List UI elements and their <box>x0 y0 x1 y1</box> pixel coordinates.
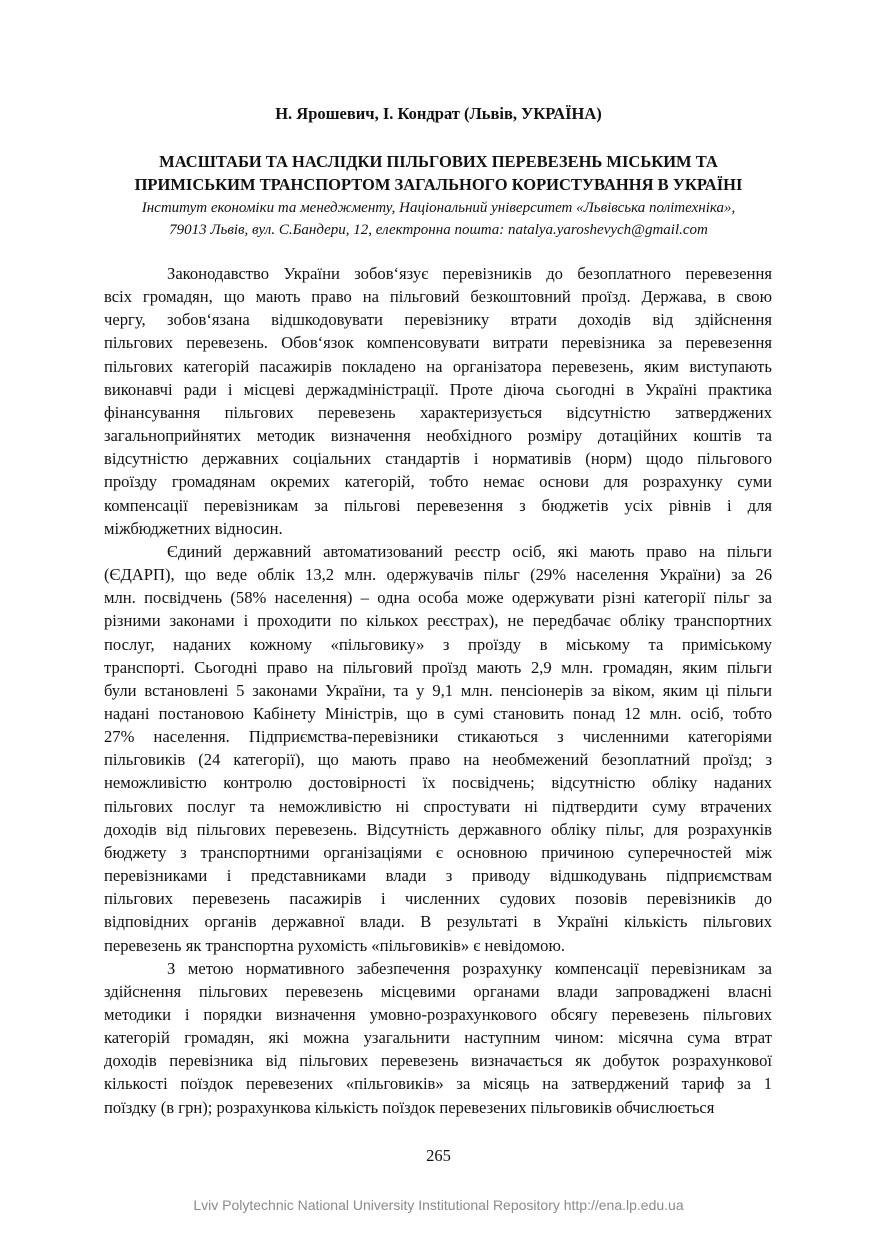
text-line: перевезень як транспортна рухомість «пільговиків» є невідомою. <box>104 935 566 955</box>
text-line: бюджету з транспортними організаціями є основною причиною суперечностей між <box>104 842 772 862</box>
text-line: транспорті. Сьогодні право на пільговий проїзд мають 2,9 млн. громадян, яким пільги <box>104 657 772 677</box>
paragraph <box>104 957 772 1119</box>
affiliation-line: 79013 Львів, вул. С.Бандери, 12, електронна пошта: natalya.yaroshevych@gmail.com <box>169 221 708 238</box>
text-line: доходів перевізника від пільгових перевезень визначається як добуток розрахункової <box>104 1051 772 1071</box>
text-line: відсутністю державних соціальних стандартів і нормативів (норм) щодо пільгового <box>104 449 772 469</box>
text-line: пільгових категорій пасажирів покладено на організатора перевезень, яким виступають <box>104 356 772 376</box>
body-text <box>104 262 772 1119</box>
title-line: ПРИМІСЬКИМ ТРАНСПОРТОМ ЗАГАЛЬНОГО КОРИСТУВАННЯ В УКРАЇНІ <box>134 175 743 194</box>
paper-title <box>0 150 877 196</box>
text-line: (ЄДАРП), що веде облік 13,2 млн. одержувачів пільг (29% населення України) за 26 <box>104 565 772 585</box>
text-line: млн. посвідчень (58% населення) – одна особа може одержувати різні категорії пільг за <box>104 588 772 608</box>
text-line: пільгових послуг та неможливістю ні спростувати ні підтвердити суму втрачених <box>104 796 772 816</box>
text-line: міжбюджетних відносин. <box>104 518 283 538</box>
text-line: 27% населення. Підприємства-перевізники стикаються з численними категоріями <box>104 727 772 747</box>
text-line: здійснення пільгових перевезень місцевими органами влади запроваджені власні <box>104 981 772 1001</box>
text-line: чергу, зобов‘язана відшкодовувати перевізнику втрати доходів від здійснення <box>104 310 772 330</box>
text-line: надані постановою Кабінету Міністрів, що в сумі становить понад 12 млн. осіб, тобто <box>104 703 772 723</box>
text-line: категорій громадян, які можна узагальнити наступним чином: місячна сума втрат <box>104 1028 772 1048</box>
paragraph <box>104 262 772 540</box>
affiliation <box>0 198 877 241</box>
text-line: пільгових перевезень пасажирів і численних судових позовів перевізників до <box>104 889 772 909</box>
text-line: поїздку (в грн); розрахункова кількість поїздок перевезених пільговиків обчислюється <box>104 1097 715 1117</box>
paragraph <box>104 540 772 957</box>
text-line: Єдиний державний автоматизований реєстр осіб, які мають право на пільги <box>167 541 772 561</box>
text-line: неможливістю контролю достовірності їх посвідчень; відсутністю обліку наданих <box>104 773 772 793</box>
text-line: перевізниками і представниками влади з приводу відшкодувань підприємствам <box>104 866 772 886</box>
text-line: всіх громадян, що мають право на пільговий безкоштовний проїзд. Держава, в свою <box>104 287 772 307</box>
title-line: МАСШТАБИ ТА НАСЛІДКИ ПІЛЬГОВИХ ПЕРЕВЕЗЕНЬ МІСЬКИМ ТА <box>159 152 718 171</box>
text-line: Законодавство України зобов‘язує перевізників до безоплатного перевезення <box>167 264 772 283</box>
text-line: загальноприйнятих методик визначення необхідного розміру дотаційних коштів та <box>104 426 772 446</box>
text-line: пільговиків (24 категорії), що мають право на необмежений безоплатний проїзд; з <box>104 750 772 770</box>
text-line: пільгових перевезень. Обов‘язок компенсовувати витрати перевізника за перевезення <box>104 333 772 353</box>
text-line: методики і порядки визначення умовно-розрахункового обсягу перевезень пільгових <box>104 1005 772 1024</box>
text-line: відповідних органів державної влади. В результаті в Україні кількість пільгових <box>104 912 772 932</box>
page-number: 265 <box>426 1146 451 1165</box>
text-line: проїзду громадянам окремих категорій, тобто немає основи для розрахунку суми <box>104 472 772 492</box>
text-line: були встановлені 5 законами України, та у 9,1 млн. пенсіонерів за віком, яким ці пільги <box>104 680 772 700</box>
text-line: різними законами і проходити по кількох реєстрах), не передбачає обліку транспортних <box>104 611 772 631</box>
text-line: компенсації перевізникам за пільгові перевезення з бюджетів усіх рівнів і для <box>104 495 772 515</box>
repository-footer: Lviv Polytechnic National University Institutional Repository http://ena.lp.edu.ua <box>193 1197 684 1213</box>
text-line: З метою нормативного забезпечення розрахунку компенсації перевізникам за <box>167 958 772 978</box>
text-line: послуг, наданих кожному «пільговику» з проїзду в міському та приміському <box>104 634 772 654</box>
text-line: фінансування пільгових перевезень характеризується відсутністю затверджених <box>104 402 772 422</box>
text-line: виконавчі ради і місцеві держадміністрації. Проте діюча сьогодні в Україні практика <box>104 379 772 399</box>
authors-line: Н. Ярошевич, І. Кондрат (Львів, УКРАЇНА) <box>275 104 602 123</box>
text-line: доходів від пільгових перевезень. Відсутність державного обліку пільг, для розрахунків <box>104 819 772 839</box>
affiliation-line: Інститут економіки та менеджменту, Національний університет «Львівська політехніка», <box>141 200 736 216</box>
text-line: кількості поїздок перевезених «пільговиків» за місяць на затверджений тариф за 1 <box>104 1074 772 1094</box>
